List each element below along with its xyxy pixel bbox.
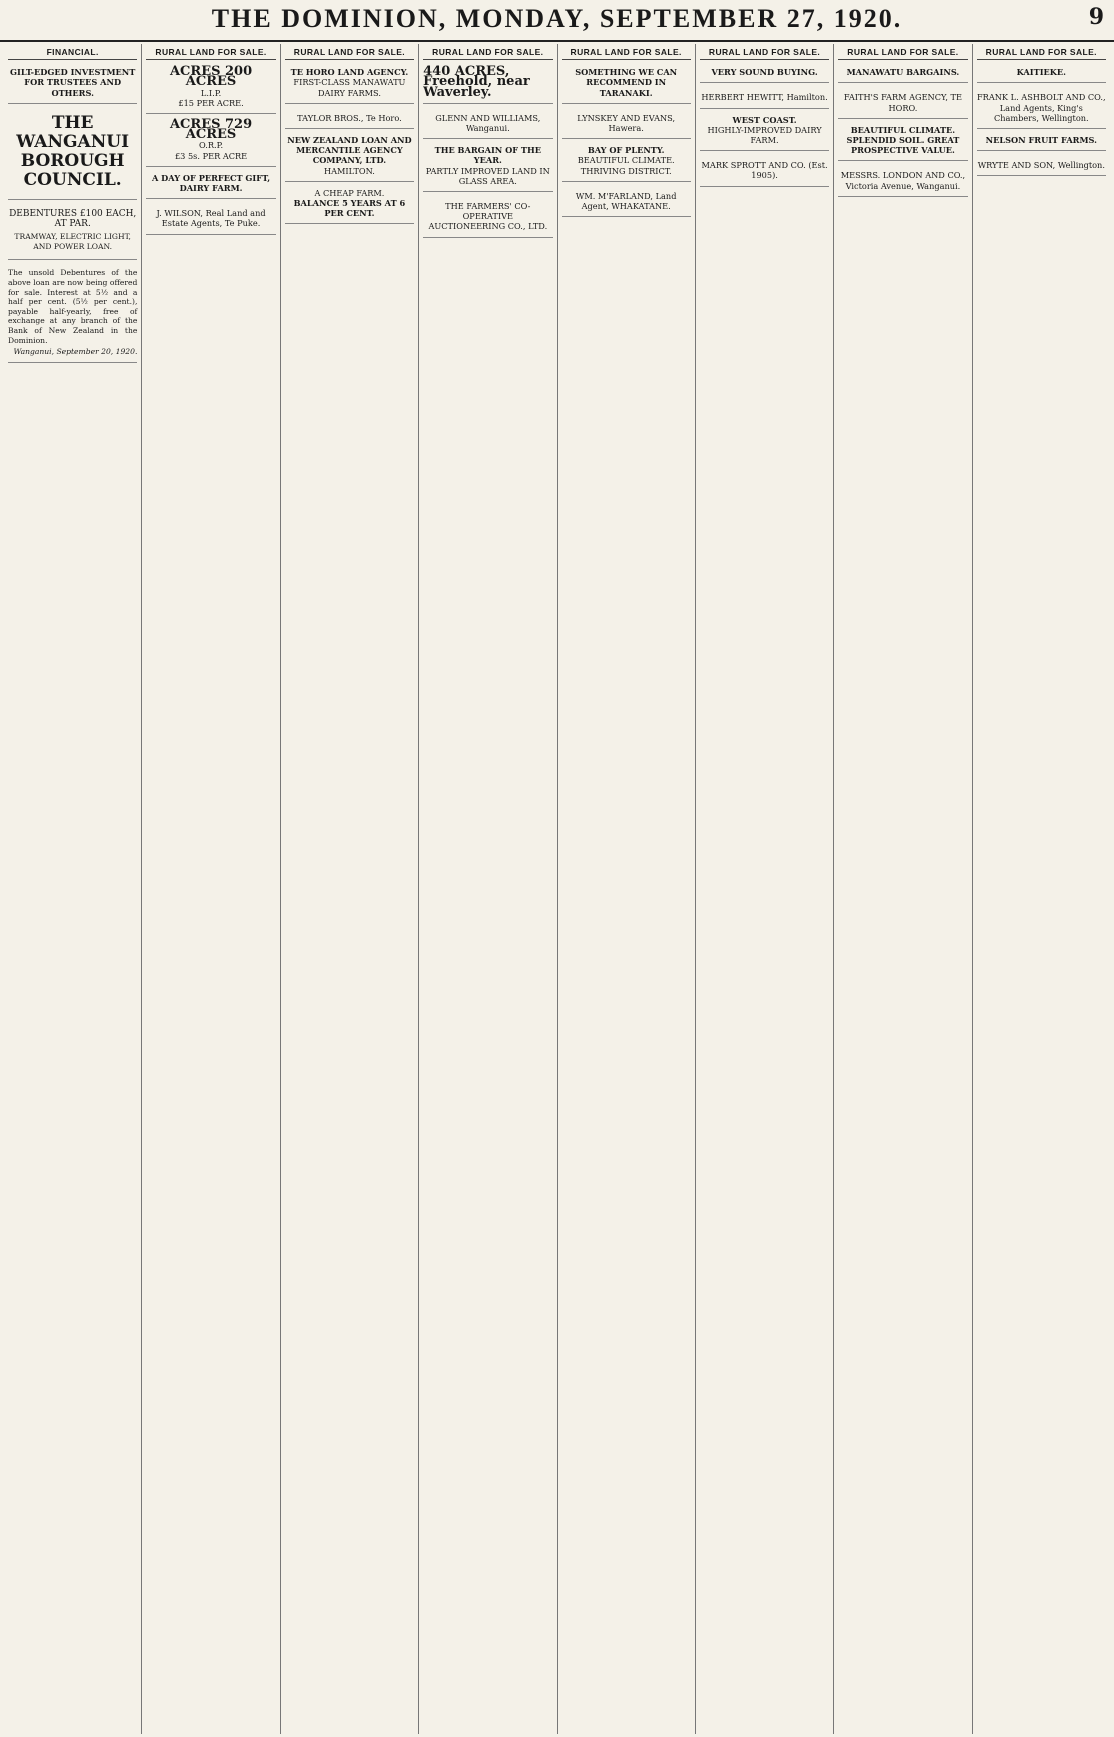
classified-ad <box>285 185 414 225</box>
ad-big-title: THE WANGANUI BOROUGH COUNCIL. <box>16 112 130 190</box>
ad-heading: SOMETHING WE CAN RECOMMEND IN TARANAKI. <box>575 67 678 98</box>
ad-signature: Wanganui, September 20, 1920. <box>13 347 138 357</box>
ad-line: HAMILTON. <box>324 165 375 176</box>
classified-ad <box>562 64 691 104</box>
column-rural-7 <box>973 44 1110 1734</box>
classified-ad <box>838 64 967 83</box>
classified-ad <box>838 122 967 162</box>
ad-agent: LYNSKEY AND EVANS, Hawera. <box>577 112 676 134</box>
ad-heading: NEW ZEALAND LOAN AND MERCANTILE AGENCY COMPANY, LTD. <box>287 135 412 166</box>
ad-agent: GLENN AND WILLIAMS, Wanganui. <box>435 112 541 134</box>
ad-line: ACRES 200 ACRES <box>169 64 253 90</box>
classified-ad <box>8 64 137 104</box>
ad-heading: BAY OF PLENTY. <box>587 145 665 156</box>
ad-line: A CHEAP FARM. <box>314 187 385 198</box>
classified-ad <box>423 142 552 192</box>
column-rural-2 <box>281 44 419 1734</box>
column-rural-5 <box>696 44 834 1734</box>
ad-agent: MARK SPROTT AND CO. (Est. 1905). <box>701 160 828 181</box>
classified-ad <box>146 170 275 199</box>
classified-ad <box>8 263 137 362</box>
ad-line: 440 ACRES, Freehold, near Waverley. <box>423 64 530 100</box>
classified-ad <box>838 164 967 196</box>
column-financial <box>4 44 142 1734</box>
ad-agent: WRYTE AND SON, Wellington. <box>977 160 1105 171</box>
classified-ad <box>285 64 414 104</box>
ad-heading: KAITIEKE. <box>1016 67 1066 78</box>
column-rural-4 <box>558 44 696 1734</box>
ad-heading: WEST COAST. <box>732 114 797 125</box>
ad-heading: NELSON FRUIT FARMS. <box>985 135 1098 146</box>
ad-heading: GILT-EDGED INVESTMENT FOR TRUSTEES AND OTHERS. <box>10 67 136 98</box>
newspaper-title: THE DOMINION, MONDAY, SEPTEMBER 27, 1920. <box>211 4 903 33</box>
ad-agent: J. WILSON, Real Land and Estate Agents, Te Puke. <box>156 208 266 229</box>
classified-ad <box>562 107 691 139</box>
classified-ad <box>977 86 1106 129</box>
ad-agent: WM. M'FARLAND, Land Agent, WHAKATANE. <box>575 190 677 212</box>
classified-ad <box>977 64 1106 83</box>
classified-ad <box>285 132 414 182</box>
ad-line: BALANCE 5 YEARS AT 6 PER CENT. <box>293 198 406 219</box>
ad-heading: THE BARGAIN OF THE YEAR. <box>434 145 541 166</box>
classified-ad <box>146 64 275 114</box>
ad-heading: MANAWATU BARGAINS. <box>846 67 960 78</box>
column-header: FINANCIAL. <box>8 44 137 60</box>
ad-heading: VERY SOUND BUYING. <box>711 67 818 78</box>
classified-ad <box>700 86 829 108</box>
masthead <box>0 0 1114 42</box>
column-header: RURAL LAND FOR SALE. <box>146 44 275 60</box>
classified-ad <box>838 86 967 118</box>
ad-line: FIRST-CLASS MANAWATU DAIRY FARMS. <box>293 77 406 98</box>
ad-line: ACRES 729 ACRES <box>169 117 253 143</box>
column-rural-1 <box>142 44 280 1734</box>
classified-ad <box>8 107 137 200</box>
classified-ad <box>146 117 275 167</box>
column-header: RURAL LAND FOR SALE. <box>700 44 829 60</box>
classified-ad <box>700 112 829 152</box>
classified-ad <box>423 64 552 104</box>
column-header: RURAL LAND FOR SALE. <box>423 44 552 60</box>
column-rural-6 <box>834 44 972 1734</box>
ad-heading: A DAY OF PERFECT GIFT, DAIRY FARM. <box>151 172 271 194</box>
classified-ad <box>8 203 137 261</box>
classified-ad <box>700 154 829 186</box>
columns <box>4 44 1110 1734</box>
ad-line: O.R.P. <box>199 140 224 151</box>
ad-line: DEBENTURES £100 EACH, AT PAR. <box>9 208 137 230</box>
column-rural-3 <box>419 44 557 1734</box>
classified-ad <box>285 107 414 129</box>
page-number: 9 <box>1088 4 1104 30</box>
ad-line: £3 5s. PER ACRE <box>174 150 248 161</box>
ad-line: £15 PER ACRE. <box>178 97 244 108</box>
classified-ad <box>700 64 829 83</box>
classified-ad <box>977 132 1106 151</box>
column-header: RURAL LAND FOR SALE. <box>285 44 414 60</box>
classified-ad <box>423 195 552 238</box>
ad-agent: MESSRS. LONDON AND CO., Victoria Avenue, Wanganui. <box>840 170 966 191</box>
column-header: RURAL LAND FOR SALE. <box>838 44 967 60</box>
ad-agent: FAITH'S FARM AGENCY, TE HORO. <box>843 92 962 113</box>
ad-line: TRAMWAY, ELECTRIC LIGHT, AND POWER LOAN. <box>14 232 131 251</box>
ad-heading: BEAUTIFUL CLIMATE. SPLENDID SOIL. GREAT PROSPECTIVE VALUE. <box>846 124 960 156</box>
ad-agent: FRANK L. ASHBOLT AND CO., Land Agents, King's Chambers, Wellington. <box>977 92 1106 123</box>
ad-heading: TE HORO LAND AGENCY. <box>290 67 409 78</box>
ad-agent: HERBERT HEWITT, Hamilton. <box>701 92 828 103</box>
ad-line: BEAUTIFUL CLIMATE. THRIVING DISTRICT. <box>577 155 675 176</box>
ad-line: PARTLY IMPROVED LAND IN GLASS AREA. <box>425 165 550 186</box>
ad-line: HIGHLY-IMPROVED DAIRY FARM. <box>707 124 822 146</box>
classified-ad <box>146 202 275 234</box>
column-header: RURAL LAND FOR SALE. <box>977 44 1106 60</box>
ad-agent: TAYLOR BROS., Te Horo. <box>297 112 402 123</box>
classified-ad <box>562 185 691 217</box>
classified-ad <box>977 154 1106 176</box>
classified-ad <box>423 107 552 139</box>
classified-ad <box>562 142 691 182</box>
ad-body: The unsold Debentures of the above loan are now being offered for sale. Interest at 5½ and a half per cent. (5½ per cent.), payable half-yearly, free of exchange at any branch of the Bank of New Zealand in the Dominion. <box>8 268 138 345</box>
ad-line: L.I.P. <box>200 87 222 98</box>
ad-agent: THE FARMERS' CO-OPERATIVE AUCTIONEERING CO., LTD. <box>428 201 548 232</box>
column-header: RURAL LAND FOR SALE. <box>562 44 691 60</box>
